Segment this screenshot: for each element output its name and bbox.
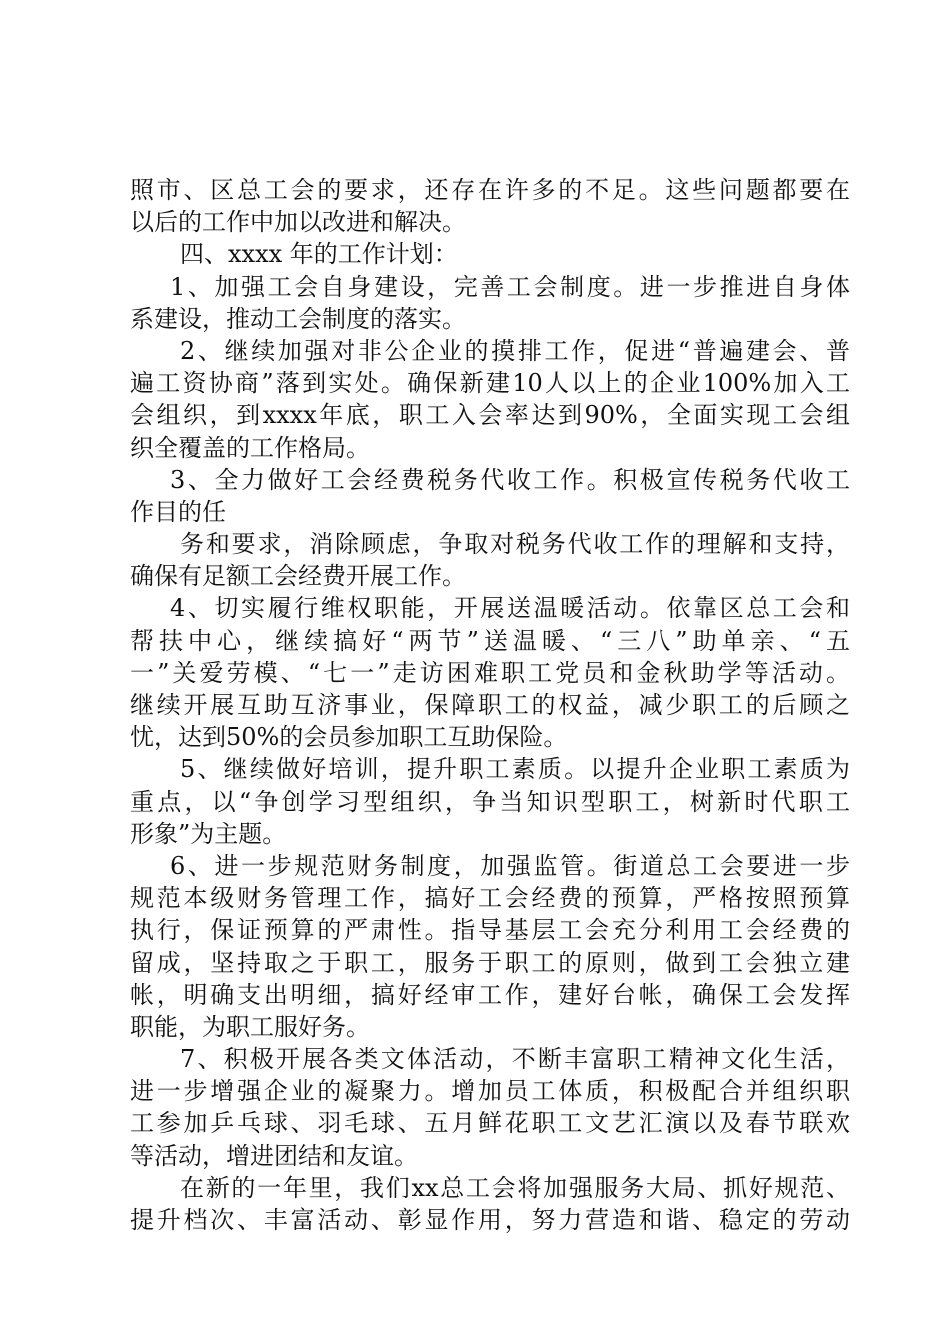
text-line: 3、全力做好工会经费税务代收工作。积极宣传税务代收工 (170, 465, 850, 494)
text-line: 职能，为职工服好务。 (130, 1012, 370, 1041)
text-line: 执行，保证预算的严肃性。指导基层工会充分利用工会经费的 (130, 916, 850, 945)
text-line: 帮扶中心，继续搞好“两节”送温暖、“三八”助单亲、“五 (130, 626, 850, 655)
text-line: 织全覆盖的工作格局。 (130, 433, 370, 462)
text-line: 重点，以“争创学习型组织，争当知识型职工，树新时代职工 (130, 787, 850, 816)
text-line: 务和要求，消除顾虑，争取对税务代收工作的理解和支持， (180, 530, 850, 559)
text-line: 四、xxxx 年的工作计划： (180, 240, 458, 269)
text-line: 照市、区总工会的要求，还存在许多的不足。这些问题都要在 (130, 176, 850, 204)
text-line: 1、加强工会自身建设，完善工会制度。进一步推进自身体 (170, 272, 850, 301)
text-line: 遍工资协商”落到实处。确保新建10人以上的企业100%加入工 (130, 369, 850, 398)
text-line: 一”关爱劳模、“七一”走访困难职工党员和金秋助学等活动。 (130, 658, 850, 687)
text-line: 2、继续加强对非公企业的摸排工作，促进“普遍建会、普 (180, 336, 850, 365)
text-line: 4、切实履行维权职能，开展送温暖活动。依靠区总工会和 (170, 594, 850, 623)
text-line: 规范本级财务管理工作，搞好工会经费的预算，严格按照预算 (130, 884, 850, 913)
text-line: 5、继续做好培训，提升职工素质。以提升企业职工素质为 (180, 755, 850, 784)
text-line: 6、进一步规范财务制度，加强监管。街道总工会要进一步 (170, 851, 850, 880)
text-line: 以后的工作中加以改进和解决。 (130, 208, 466, 237)
text-line: 忧，达到50%的会员参加职工互助保险。 (130, 723, 568, 752)
text-line: 系建设，推动工会制度的落实。 (130, 304, 466, 333)
text-line: 确保有足额工会经费开展工作。 (130, 562, 466, 591)
body-text (130, 174, 850, 1236)
text-line: 等活动，增进团结和友谊。 (130, 1141, 418, 1170)
text-line: 进一步增强企业的凝聚力。增加员工体质，积极配合并组织职 (130, 1077, 850, 1106)
text-line: 继续开展互助互济事业，保障职工的权益，减少职工的后顾之 (130, 691, 850, 719)
text-line: 工参加乒乓球、羽毛球、五月鲜花职工文艺汇演以及春节联欢 (130, 1109, 850, 1138)
text-line: 7、积极开展各类文体活动，不断丰富职工精神文化生活， (180, 1045, 850, 1074)
text-line: 在新的一年里，我们xx总工会将加强服务大局、抓好规范、 (180, 1173, 850, 1202)
text-line: 作目的任 (130, 497, 226, 526)
text-line: 会组织，到xxxx年底，职工入会率达到90%，全面实现工会组 (130, 401, 850, 430)
text-line: 帐，明确支出明细，搞好经审工作，建好台帐，确保工会发挥 (130, 980, 850, 1009)
text-line: 提升档次、丰富活动、彰显作用，努力营造和谐、稳定的劳动 (130, 1206, 850, 1234)
text-line: 留成，坚持取之于职工，服务于职工的原则，做到工会独立建 (130, 948, 850, 977)
text-line: 形象”为主题。 (130, 819, 287, 848)
